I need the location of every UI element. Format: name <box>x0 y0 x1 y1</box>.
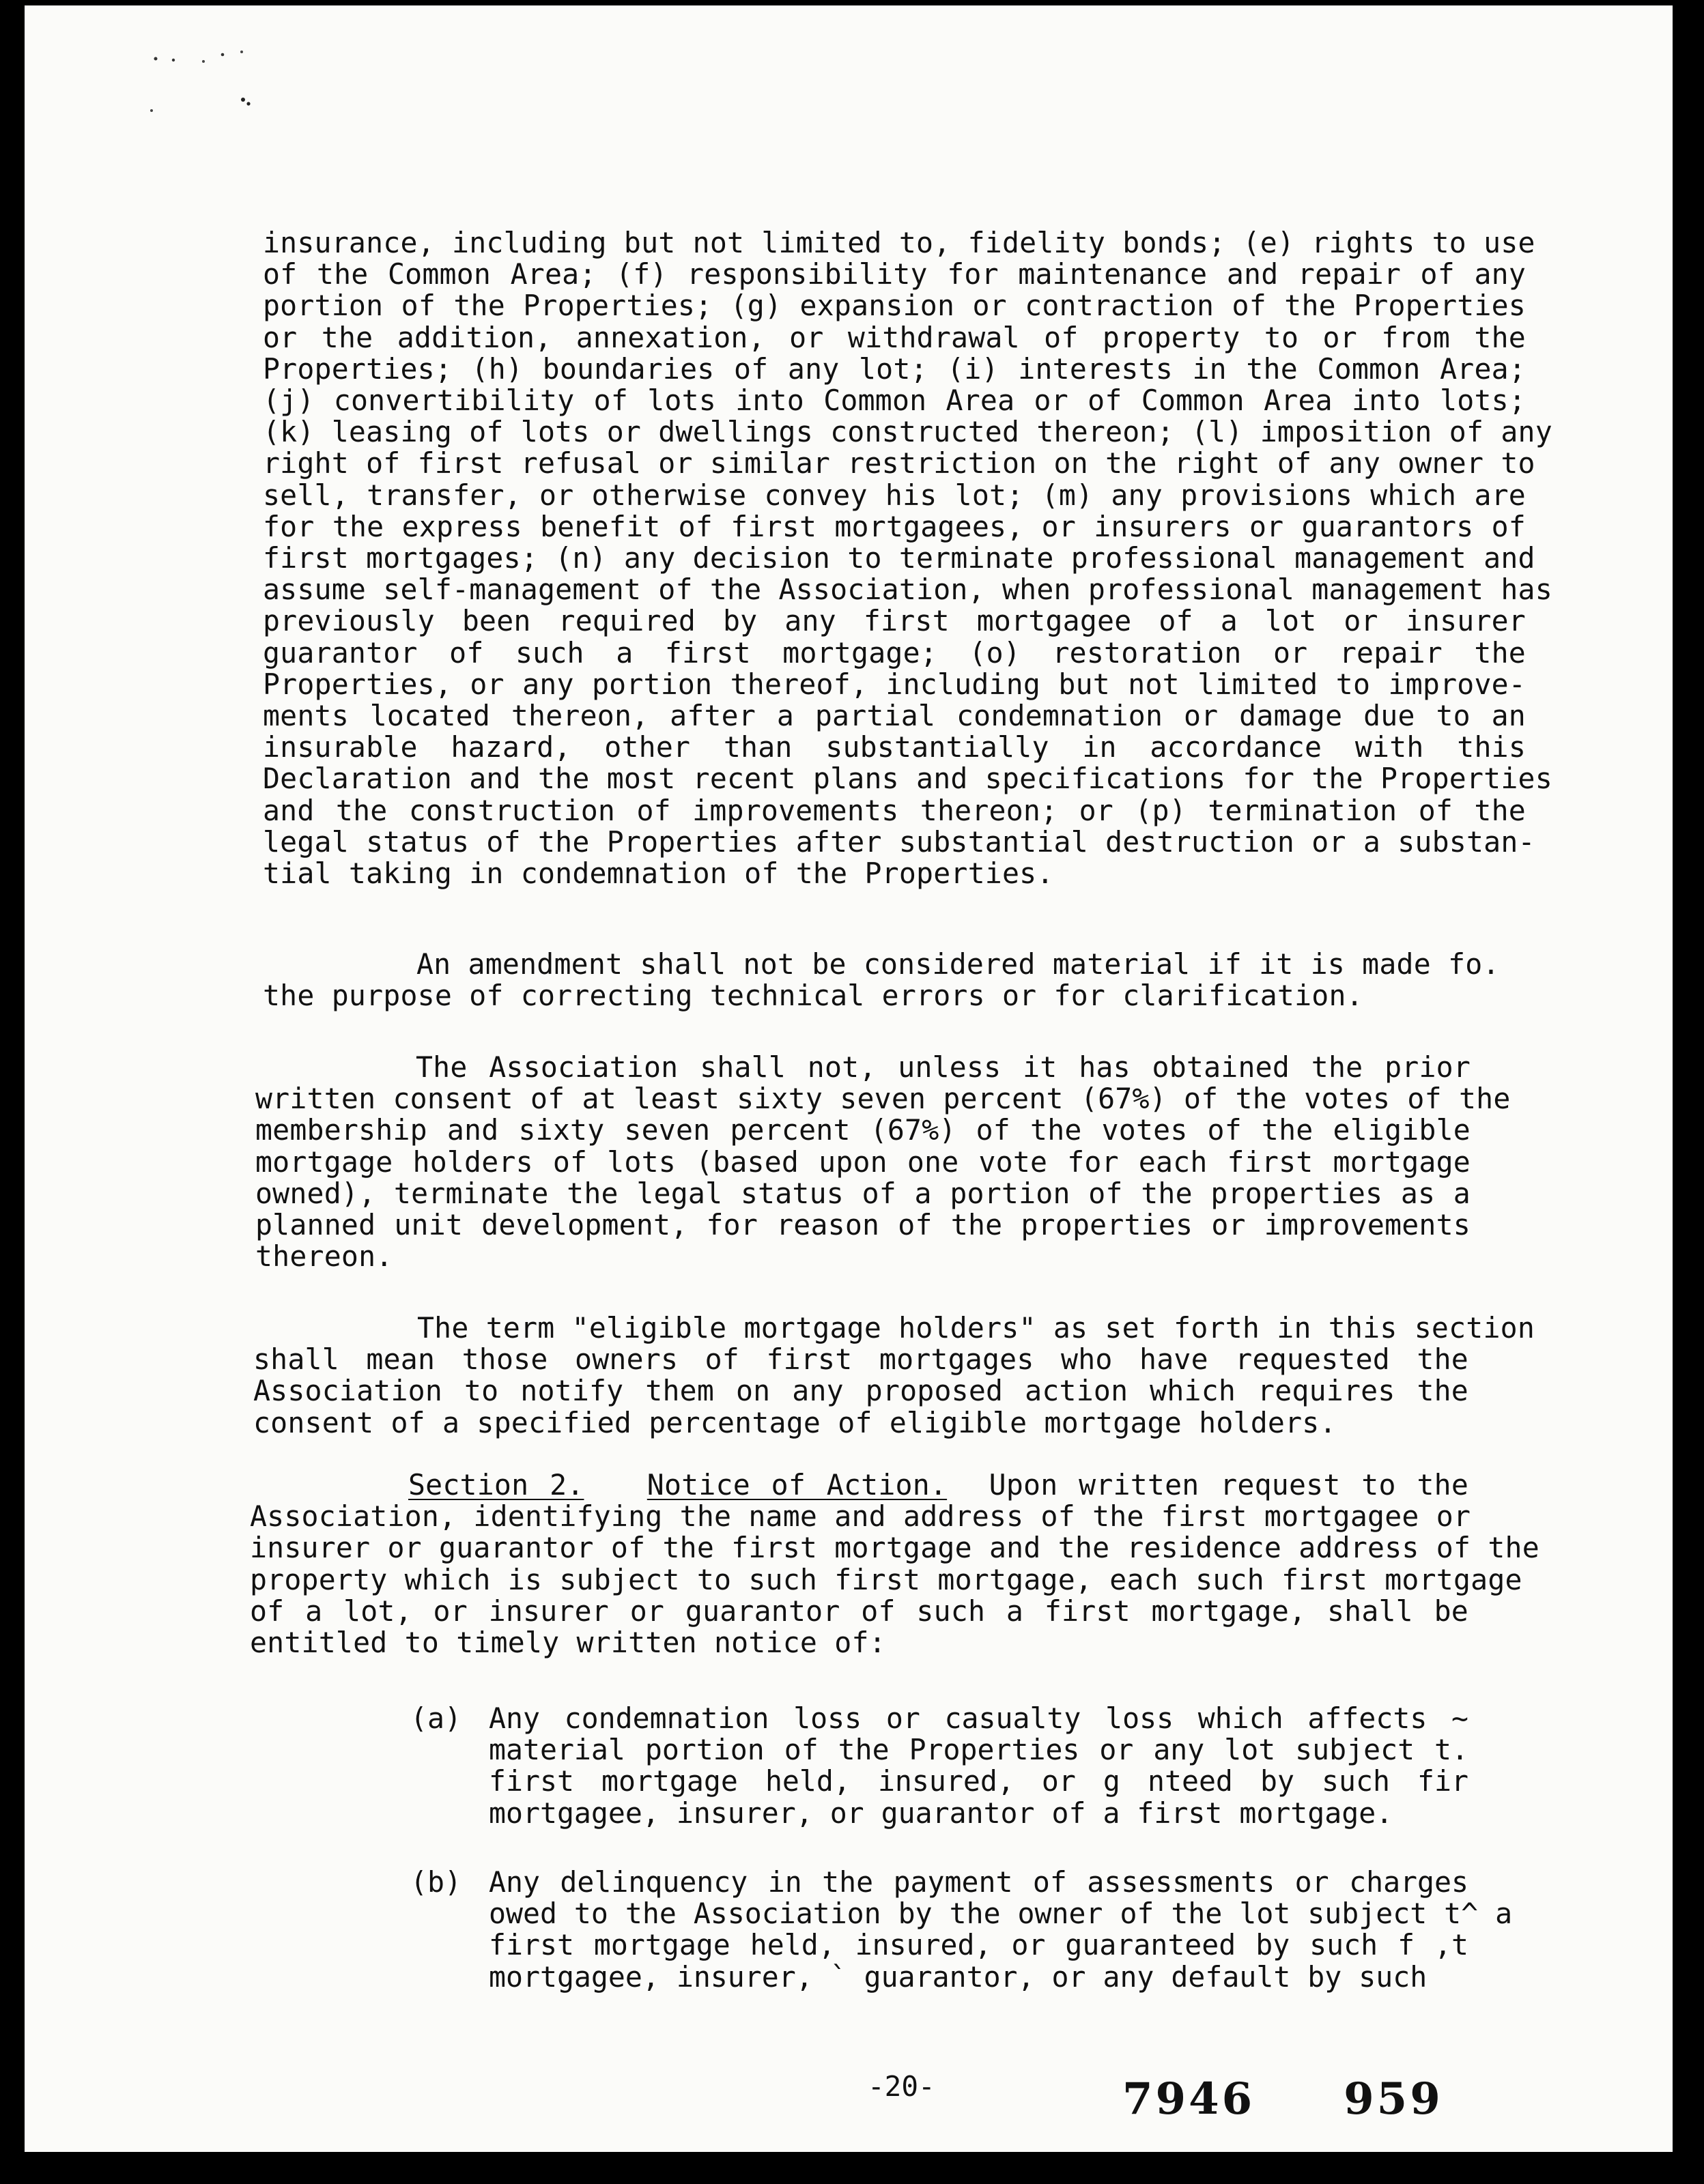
text-line: Properties; (h) boundaries of any lot; (i) interests in the Common Area; <box>263 351 1526 386</box>
paragraph-3 <box>255 1050 1511 1274</box>
list-item-marker: (b) <box>410 1865 462 1899</box>
text-line: first mortgages; (n) any decision to terminate professional management and <box>263 541 1535 575</box>
text-line: assume self-management of the Association, when professional management has <box>263 573 1552 607</box>
text-line: property which is subject to such first mortgage, each such first mortgage <box>250 1562 1522 1596</box>
section-2-title: Notice of Action. <box>647 1468 948 1502</box>
section-2-label: Section 2. <box>408 1468 584 1502</box>
scan-bottom-border <box>0 2152 1704 2184</box>
document-number-part-1: 7946 <box>1122 2073 1255 2125</box>
section-2-first-line-rest: Upon written request to the <box>989 1468 1469 1502</box>
list-item-body <box>489 1703 1468 1829</box>
text-line: material portion of the Properties or any lot subject t. <box>489 1733 1468 1767</box>
text-line: The term "eligible mortgage holders" as set forth in this section <box>417 1311 1535 1345</box>
text-line: insurer or guarantor of the first mortgage and the residence address of the <box>250 1531 1539 1565</box>
text-line: Properties, or any portion thereof, including but not limited to improve- <box>263 667 1526 701</box>
text-line: legal status of the Properties after substantial destruction or a substan- <box>263 824 1535 859</box>
text-line: The Association shall not, unless it has obtained the prior <box>416 1050 1471 1084</box>
text-line: the purpose of correcting technical errors or for clarification. <box>263 979 1363 1013</box>
text-line: entitled to timely written notice of: <box>250 1626 886 1660</box>
list-item-body <box>489 1865 1513 1994</box>
paragraph-1 <box>263 226 1552 891</box>
paragraph-2 <box>263 947 1500 1013</box>
list-item-marker: (a) <box>410 1701 462 1735</box>
text-line: shall mean those owners of first mortgages who have requested the <box>253 1342 1468 1377</box>
text-line: planned unit development, for reason of the properties or improvements <box>255 1208 1471 1242</box>
text-line: membership and sixty seven percent (67%) of the votes of the eligible <box>255 1113 1471 1147</box>
text-line: Association, identifying the name and address of the first mortgagee or <box>250 1499 1471 1534</box>
text-line: ments located thereon, after a partial condemnation or damage due to an <box>263 699 1526 733</box>
scan-specks <box>127 40 304 121</box>
text-line: of the Common Area; (f) responsibility for maintenance and repair of any <box>263 257 1526 291</box>
text-line: previously been required by any first mortgagee of a lot or insurer <box>263 604 1526 638</box>
text-line: insurance, including but not limited to, fidelity bonds; (e) rights to use <box>263 226 1535 259</box>
text-line: consent of a specified percentage of eligible mortgage holders. <box>253 1405 1337 1439</box>
section-2-paragraph <box>250 1468 1539 1660</box>
text-line: of a lot, or insurer or guarantor of such a first mortgage, shall be <box>250 1594 1468 1628</box>
text-line: guarantor of such a first mortgage; (o) restoration or repair the <box>263 635 1526 670</box>
text-line: written consent of at least sixty seven percent (67%) of the votes of the <box>255 1082 1511 1116</box>
document-page <box>25 5 1673 2152</box>
text-line: first mortgage held, insured, or g nteed by such fir <box>489 1764 1468 1798</box>
text-line: for the express benefit of first mortgagees, or insurers or guarantors of <box>263 509 1526 543</box>
section-2-first-line <box>250 1469 1468 1501</box>
text-line: An amendment shall not be considered material if it is made fo. <box>416 947 1500 981</box>
text-line: Any condemnation loss or casualty loss which affects ~ <box>489 1701 1468 1735</box>
text-line: first mortgage held, insured, or guaranteed by such f ,t <box>489 1928 1468 1962</box>
text-line: tial taking in condemnation of the Properties. <box>263 857 1054 891</box>
text-line: (k) leasing of lots or dwellings constructed thereon; (l) imposition of any <box>263 415 1552 449</box>
page-number: -20- <box>868 2070 935 2103</box>
text-line: owed to the Association by the owner of the lot subject t^ a <box>489 1897 1513 1931</box>
text-line: or the addition, annexation, or withdrawal of property to or from the <box>263 320 1526 354</box>
text-line: Declaration and the most recent plans and specifications for the Properties <box>263 762 1552 796</box>
text-line: and the construction of improvements thereon; or (p) termination of the <box>263 793 1526 827</box>
document-number-part-2: 959 <box>1344 2073 1443 2125</box>
text-line: (j) convertibility of lots into Common Area or of Common Area into lots; <box>263 384 1526 418</box>
document-number <box>1122 2073 1443 2125</box>
text-line: owned), terminate the legal status of a portion of the properties as a <box>255 1176 1471 1210</box>
text-line: portion of the Properties; (g) expansion or contraction of the Properties <box>263 289 1526 323</box>
text-line: Association to notify them on any proposed action which requires the <box>253 1374 1468 1408</box>
text-line: mortgagee, insurer, ` guarantor, or any default by such <box>489 1959 1428 1994</box>
paragraph-4 <box>253 1311 1535 1439</box>
text-line: Any delinquency in the payment of assessments or charges <box>489 1865 1468 1899</box>
text-line: mortgagee, insurer, or guarantor of a first mortgage. <box>489 1796 1393 1830</box>
text-line: insurable hazard, other than substantially in accordance with this <box>263 730 1526 764</box>
text-line: mortgage holders of lots (based upon one vote for each first mortgage <box>255 1145 1471 1179</box>
text-line: right of first refusal or similar restriction on the right of any owner to <box>263 446 1535 480</box>
text-line: thereon. <box>255 1239 393 1274</box>
text-line: sell, transfer, or otherwise convey his lot; (m) any provisions which are <box>263 478 1526 512</box>
